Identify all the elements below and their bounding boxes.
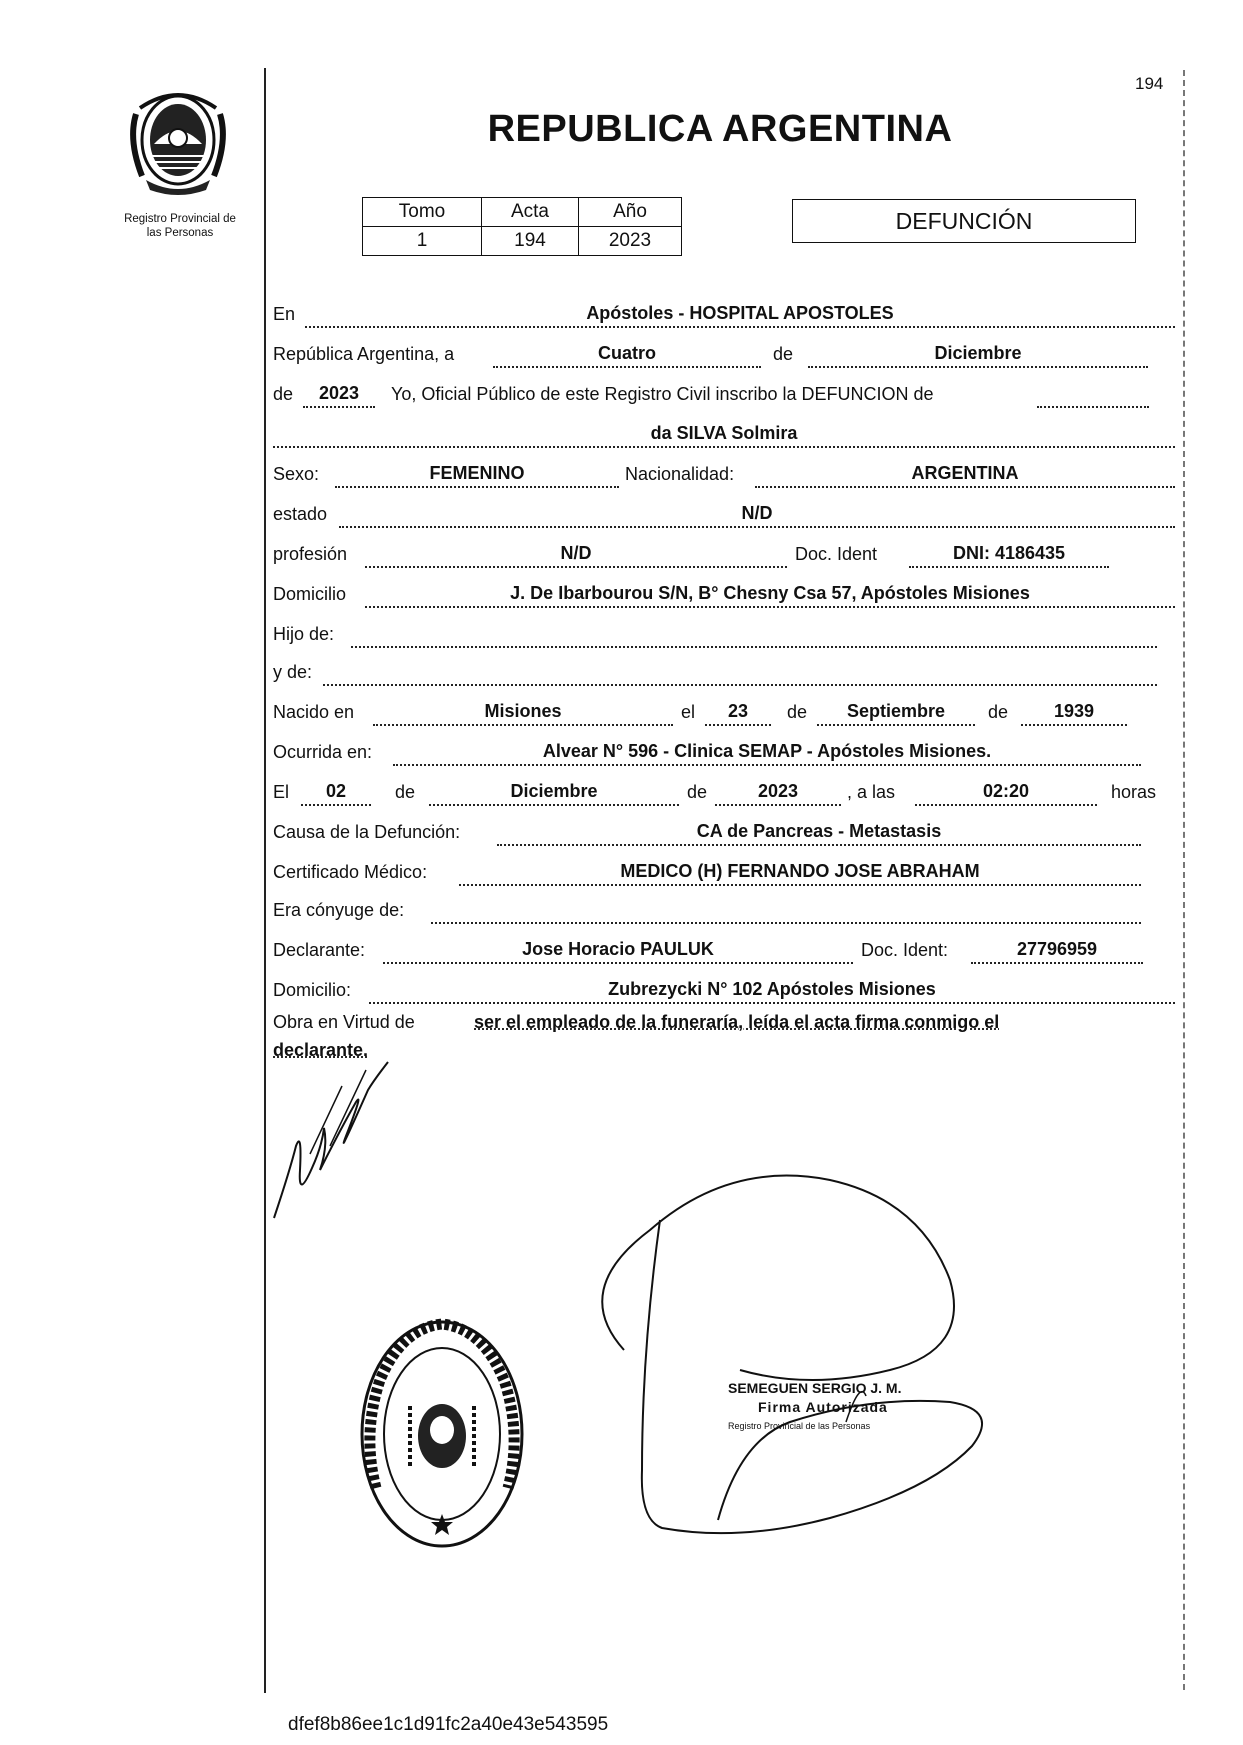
authorized-signature-stamp [728, 1379, 901, 1436]
row-domicilio [273, 578, 1175, 608]
label-ocurrida-en: Ocurrida en: [273, 742, 373, 762]
row-declarant [273, 934, 1175, 964]
row-intro [273, 378, 1175, 408]
value-causa: CA de Pancreas - Metastasis [696, 821, 942, 841]
row-declarant-address [273, 974, 1175, 1004]
dotted-line [305, 326, 1175, 328]
value-sexo: FEMENINO [429, 463, 525, 483]
registry-value-tomo: 1 [363, 227, 482, 256]
dotted-line [808, 366, 1148, 368]
dotted-line [393, 764, 1141, 766]
value-birth-year: 1939 [1053, 701, 1095, 721]
value-birth-day: 23 [727, 701, 749, 721]
dotted-line [323, 684, 1157, 686]
label-death-de1: de [395, 782, 416, 802]
page-number: 194 [1135, 74, 1164, 93]
stamp-org: Registro Provincial de las Personas [728, 1421, 871, 1431]
dotted-line [1021, 724, 1127, 726]
value-certificado: MEDICO (H) FERNANDO JOSE ABRAHAM [620, 861, 980, 881]
registry-header-acta: Acta [482, 198, 579, 227]
registry-header-row [363, 198, 682, 227]
label-nacido-en: Nacido en [273, 702, 355, 722]
registry-value-acta: 194 [482, 227, 579, 256]
label-a-las: , a las [847, 782, 896, 802]
dotted-line [497, 844, 1141, 846]
value-obra-line2: declarante. [273, 1040, 369, 1060]
label-republica: República Argentina, a [273, 344, 455, 364]
value-place: Apóstoles - HOSPITAL APOSTOLES [586, 303, 894, 323]
label-el: el [681, 702, 696, 722]
row-estado [273, 498, 1175, 528]
value-profesion: N/D [560, 543, 592, 563]
value-deceased-name: da SILVA Solmira [650, 423, 798, 443]
row-date [273, 338, 1175, 368]
dotted-line [429, 804, 679, 806]
label-domicilio: Domicilio [273, 584, 347, 604]
value-nacionalidad: ARGENTINA [911, 463, 1019, 483]
dotted-line [459, 884, 1141, 886]
value-year: 2023 [318, 383, 360, 403]
document-title: REPUBLICA ARGENTINA [487, 108, 953, 150]
dotted-line [273, 446, 1175, 448]
label-certificado: Certificado Médico: [273, 862, 428, 882]
row-hijo-de [273, 618, 1175, 648]
record-type-box: DEFUNCIÓN [792, 199, 1136, 243]
row-certificate [273, 856, 1175, 886]
label-causa: Causa de la Defunción: [273, 822, 461, 842]
value-declarante: Jose Horacio PAULUK [522, 939, 714, 959]
label-horas: horas [1111, 782, 1157, 802]
registry-value-row [363, 227, 682, 256]
label-de: de [773, 344, 794, 364]
value-birth-month: Septiembre [846, 701, 946, 721]
dotted-line [971, 962, 1143, 964]
dotted-line [373, 724, 673, 726]
dotted-line [383, 962, 853, 964]
value-death-day: 02 [325, 781, 347, 801]
dotted-line [335, 486, 619, 488]
value-month-word: Diciembre [934, 343, 1022, 363]
label-death-de2: de [687, 782, 708, 802]
value-domicilio: J. De Ibarbourou S/N, B° Chesny Csa 57, Apóstoles Misiones [510, 583, 1030, 603]
label-doc-ident: Doc. Ident [795, 544, 878, 564]
dotted-line [705, 724, 771, 726]
dotted-line [351, 646, 1157, 648]
dotted-line [909, 566, 1109, 568]
value-ocurrida: Alvear N° 596 - Clinica SEMAP - Apóstoles Misiones. [542, 741, 992, 761]
stamp-name: SEMEGUEN SERGIO J. M. [728, 1380, 902, 1396]
label-estado: estado [273, 504, 328, 524]
label-birth-de2: de [988, 702, 1009, 722]
row-profession-doc [273, 538, 1175, 568]
label-declarante: Declarante: [273, 940, 366, 960]
intro-text: Yo, Oficial Público de este Registro Civil inscribo la DEFUNCION de [391, 384, 934, 404]
label-obra: Obra en Virtud de [273, 1012, 415, 1032]
label-decl-domicilio: Domicilio: [273, 980, 352, 1000]
dotted-line [715, 804, 841, 806]
label-en: En [273, 304, 296, 324]
row-death-datetime [273, 776, 1175, 806]
label-hijo-de: Hijo de: [273, 624, 335, 644]
label-sexo: Sexo: [273, 464, 320, 484]
value-death-year: 2023 [757, 781, 799, 801]
value-day-word: Cuatro [598, 343, 656, 363]
left-margin-line [264, 68, 266, 1693]
dotted-line [431, 922, 1141, 924]
stamp-role: Firma Autorizada [758, 1399, 888, 1415]
dotted-line [1037, 406, 1149, 408]
registry-header-anio: Año [579, 198, 682, 227]
label-year-de: de [273, 384, 294, 404]
label-decl-doc: Doc. Ident: [861, 940, 949, 960]
label-y-de: y de: [273, 662, 313, 682]
dotted-line [817, 724, 975, 726]
row-ocurrida [273, 736, 1175, 766]
registry-value-anio: 2023 [579, 227, 682, 256]
dotted-line [493, 366, 761, 368]
registry-header-tomo: Tomo [363, 198, 482, 227]
dotted-line [365, 566, 787, 568]
org-caption [95, 212, 265, 240]
row-birth [273, 696, 1175, 726]
row-y-de [273, 656, 1175, 686]
row-spouse [273, 894, 1175, 924]
label-death-el: El [273, 782, 290, 802]
dotted-line [369, 1002, 1175, 1004]
label-profesion: profesión [273, 544, 348, 564]
value-decl-doc: 27796959 [1016, 939, 1098, 959]
dotted-line [755, 486, 1175, 488]
official-seal [358, 1318, 526, 1550]
provincial-coat-of-arms-logo [118, 78, 238, 198]
value-obra-line1: ser el empleado de la funeraría, leída el acta firma conmigo el [474, 1012, 1000, 1032]
dotted-line [303, 406, 375, 408]
row-place [273, 298, 1175, 328]
org-caption-line2: las Personas [146, 227, 214, 239]
dotted-line [365, 606, 1175, 608]
row-deceased-name [273, 418, 1175, 448]
label-nacionalidad: Nacionalidad: [625, 464, 735, 484]
dotted-line [301, 804, 371, 806]
value-estado: N/D [741, 503, 773, 523]
right-margin-line [1183, 70, 1185, 1690]
value-birth-place: Misiones [484, 701, 562, 721]
value-death-time: 02:20 [982, 781, 1030, 801]
dotted-line [339, 526, 1175, 528]
registry-table [362, 197, 682, 256]
row-cause [273, 816, 1175, 846]
label-birth-de1: de [787, 702, 808, 722]
dotted-line [915, 804, 1097, 806]
value-death-month: Diciembre [510, 781, 598, 801]
value-decl-domicilio: Zubrezycki N° 102 Apóstoles Misiones [608, 979, 936, 999]
org-caption-line1: Registro Provincial de [124, 213, 236, 225]
value-doc-ident: DNI: 4186435 [952, 543, 1066, 563]
row-sex-nationality [273, 458, 1175, 488]
label-conyuge: Era cónyuge de: [273, 900, 405, 920]
document-hash: dfef8b86ee1c1d91fc2a40e43e543595 [288, 1714, 609, 1735]
